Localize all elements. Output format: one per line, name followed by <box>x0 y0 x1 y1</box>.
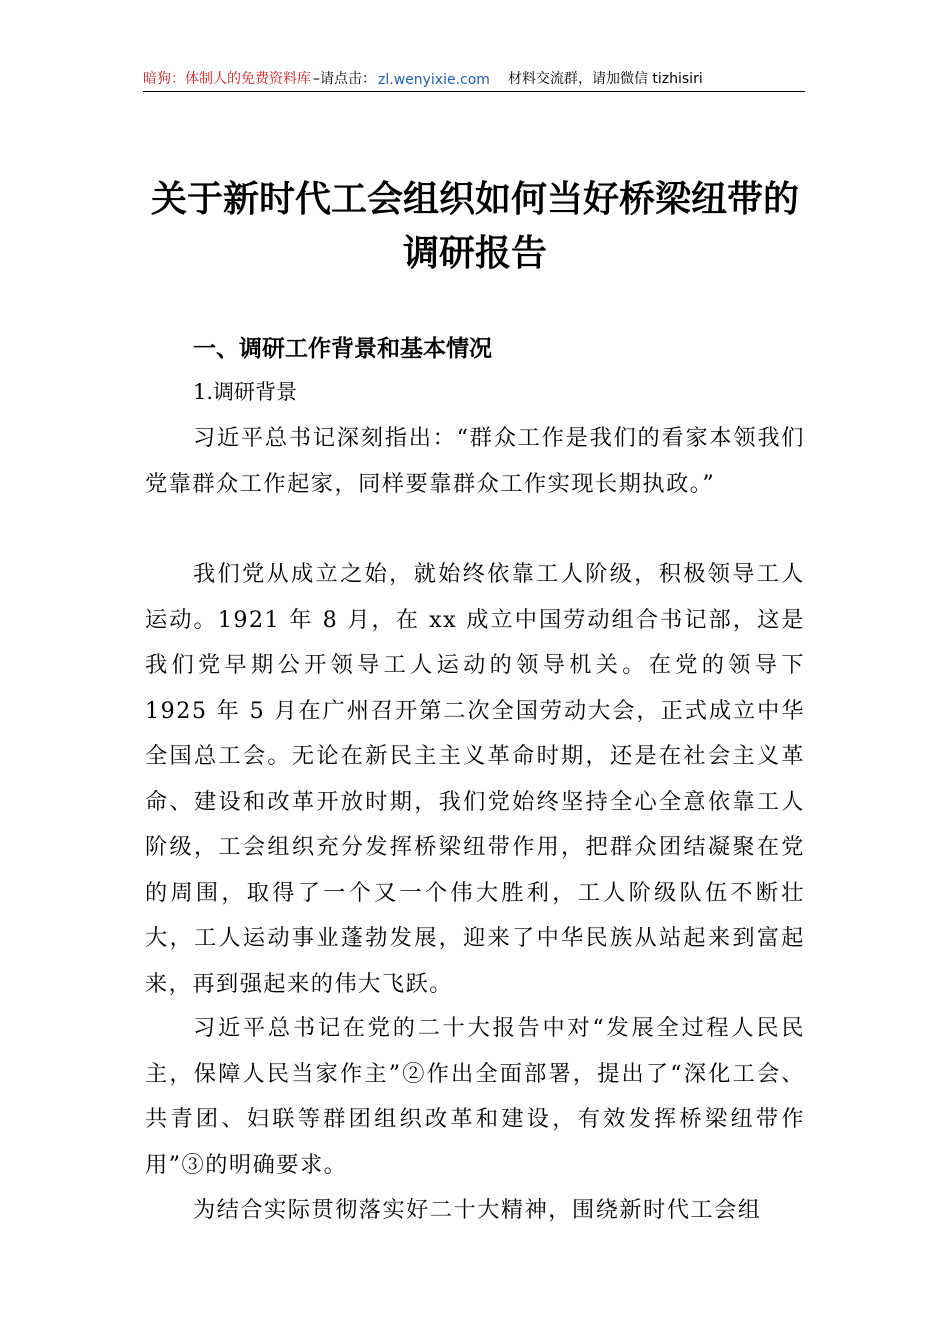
document-title <box>130 172 820 280</box>
body-text <box>145 416 805 507</box>
paragraph-4: 为结合实际贯彻落实好二十大精神，围绕新时代工会组 <box>193 1197 762 1223</box>
title-line-2: 调研报告 <box>402 232 547 274</box>
body-text <box>145 1006 805 1188</box>
page-header <box>143 68 805 92</box>
body-text <box>145 552 805 1007</box>
body-text <box>145 1188 805 1234</box>
paragraph-2: 我们党从成立之始，就始终依靠工人阶级，积极领导工人运动。1921 年 8 月，在 xx 成立中国劳动组合书记部，这是我们党早期公开领导工人运动的领导机关。在党的领导下 1925 年 5 月在广州召开第二次全国劳动大会，正式成立中华全国总工会。无论在新民主主义革命时期，还是在社会主义革命、建设和改革开放时期，我们党始终坚持全心全意依靠工人阶级，工会组织充分发挥桥梁纽带作用，把群众团结凝聚在党的周围，取得了一个又一个伟大胜利，工人阶级队伍不断壮大，工人运动事业蓬勃发展，迎来了中华民族从站起来到富起来，再到强起来的伟大飞跃。 <box>145 561 805 997</box>
paragraph-1: 习近平总书记深刻指出：“群众工作是我们的看家本领我们党靠群众工作起家，同样要靠群众工作实现长期执政。” <box>145 425 805 497</box>
header-site-name: 暗狗：体制人的免费资料库 <box>143 71 311 87</box>
section-heading: 一、调研工作背景和基本情况 <box>193 336 492 362</box>
paragraph-3: 习近平总书记在党的二十大报告中对“发展全过程人民民主，保障人民当家作主”②作出全面部署，提出了“深化工会、共青团、妇联等群团组织改革和建设，有效发挥桥梁纽带作用”③的明确要求。 <box>145 1015 805 1178</box>
header-wechat-note: 材料交流群，请加微信 tizhisiri <box>507 71 703 87</box>
header-click-prompt: –请点击： <box>313 71 376 87</box>
header-site-link[interactable]: zl.wenyixie.com <box>378 72 490 88</box>
title-line-1: 关于新时代工会组织如何当好桥梁纽带的 <box>150 178 799 220</box>
subsection-heading: 1.调研背景 <box>193 380 298 404</box>
